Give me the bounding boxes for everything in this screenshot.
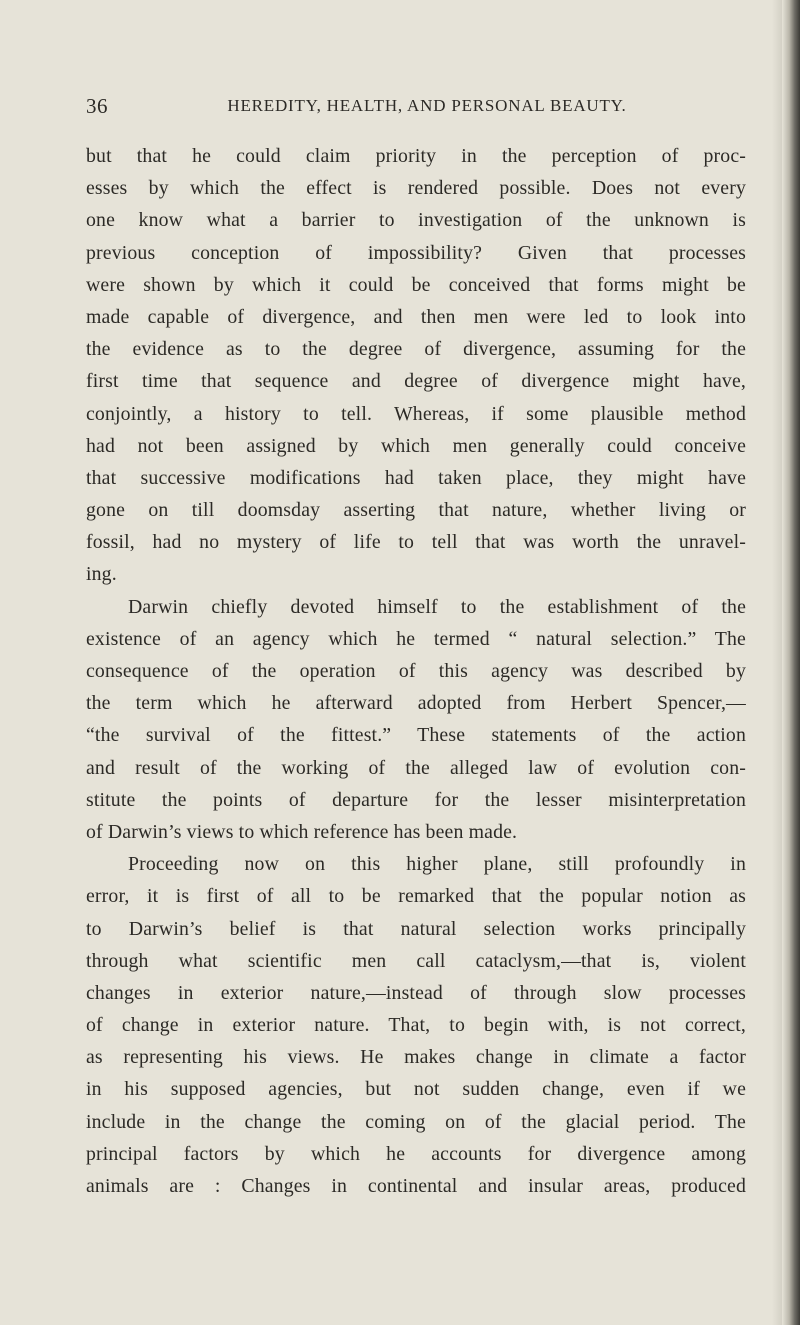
page-number: 36 [86,94,108,118]
text-line: and result of the working of the alleged law of evolution con- [86,756,746,779]
text-line: to Darwin’s belief is that natural selection works principally [86,917,746,940]
page-gutter-shade [772,0,782,1325]
text-line: through what scientific men call cataclysm,—that is, violent [86,949,746,972]
text-line: one know what a barrier to investigation of the unknown is [86,209,746,232]
text-line: fossil, had no mystery of life to tell that was worth the unravel- [86,531,746,554]
text-line: changes in exterior nature,—instead of through slow processes [86,981,746,1004]
text-line: include in the change the coming on of the glacial period. The [86,1110,746,1133]
text-line: ing. [86,563,117,586]
text-line: of Darwin’s views to which reference has been made. [86,820,518,843]
text-line: gone on till doomsday asserting that nature, whether living or [86,499,746,522]
text-line: were shown by which it could be conceived that forms might be [86,273,746,296]
text-line: had not been assigned by which men generally could conceive [86,434,746,457]
text-line: principal factors by which he accounts for divergence among [86,1142,746,1165]
text-line: previous conception of impossibility? Given that processes [86,241,746,264]
text-line: as representing his views. He makes change in climate a factor [86,1046,746,1069]
running-head: HEREDITY, HEALTH, AND PERSONAL BEAUTY. [227,96,627,115]
text-line: conjointly, a history to tell. Whereas, if some plausible method [86,402,746,425]
text-line: existence of an agency which he termed “ natural selection.” The [86,627,746,650]
page-edge-shadow [782,0,800,1325]
text-line: animals are : Changes in continental and insular areas, produced [86,1175,746,1197]
text-line: stitute the points of departure for the lesser misinterpretation [86,788,746,811]
text-line: esses by which the effect is rendered possible. Does not every [86,177,746,200]
text-line: first time that sequence and degree of divergence might have, [86,370,746,393]
text-line: that successive modifications had taken place, they might have [86,466,746,489]
text-line: but that he could claim priority in the perception of proc- [86,145,746,167]
body-text [86,140,746,1202]
text-line: made capable of divergence, and then men were led to look into [86,305,746,328]
text-line: Darwin chiefly devoted himself to the establishment of the [128,595,746,618]
text-line: “the survival of the fittest.” These statements of the action [86,724,746,747]
text-line: Proceeding now on this higher plane, still profoundly in [128,853,746,876]
text-line: of change in exterior nature. That, to begin with, is not correct, [86,1014,746,1037]
text-line: error, it is first of all to be remarked that the popular notion as [86,885,746,908]
text-line: the term which he afterward adopted from Herbert Spencer,— [86,692,746,715]
text-line: in his supposed agencies, but not sudden change, even if we [86,1078,746,1101]
page-header [86,94,776,124]
text-line: the evidence as to the degree of divergence, assuming for the [86,338,746,361]
text-line: consequence of the operation of this agency was described by [86,660,746,682]
